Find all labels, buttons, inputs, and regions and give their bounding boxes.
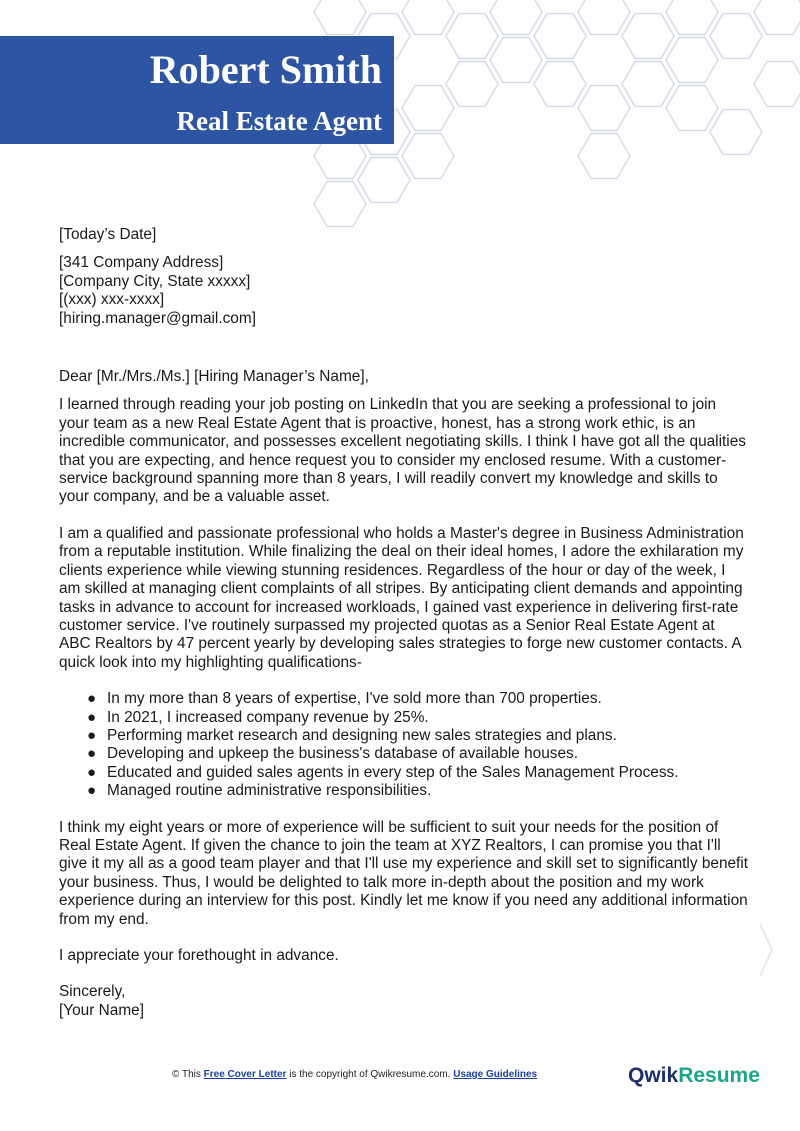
hexagon-shape	[534, 14, 586, 59]
closing-salutation: Sincerely,	[59, 983, 126, 1001]
chevron-right-icon[interactable]	[758, 920, 776, 980]
hexagon-shape	[490, 38, 542, 83]
bullet-dot-icon: ●	[87, 745, 97, 763]
bullet-dot-icon: ●	[87, 782, 97, 800]
list-item: ● Developing and upkeep the business's database of available houses.	[87, 745, 578, 763]
letter-date: [Today’s Date]	[59, 226, 157, 243]
list-item: ● Educated and guided sales agents in every step of the Sales Management Process.	[87, 763, 679, 781]
hexagon-shape	[490, 0, 542, 35]
hexagon-shape	[622, 14, 674, 59]
bullet-dot-icon: ●	[87, 708, 97, 726]
salutation: Dear [Mr./Mrs./Ms.] [Hiring Manager’s Name],	[59, 368, 369, 386]
hexagon-shape	[710, 14, 762, 59]
hexagon-shape	[666, 0, 718, 35]
qwikresume-logo[interactable]	[628, 1064, 760, 1088]
hexagon-shape	[710, 110, 762, 155]
list-item: ● Managed routine administrative responsibilities.	[87, 782, 432, 800]
job-title: Real Estate Agent	[176, 106, 382, 136]
address-line: [341 Company Address]	[59, 254, 224, 272]
hexagon-shape	[754, 0, 800, 35]
signature-name: [Your Name]	[59, 1001, 144, 1019]
list-item: ● Performing market research and designing new sales strategies and plans.	[87, 726, 617, 744]
address-line: [hiring.manager@gmail.com]	[59, 309, 256, 327]
hexagon-shape	[578, 0, 630, 35]
hexagon-shape	[666, 86, 718, 131]
letter-body	[59, 226, 749, 1020]
hexagon-shape	[402, 86, 454, 131]
bullet-dot-icon: ●	[87, 690, 97, 708]
paragraph-closing-pitch: I think my eight years or more of experience will be sufficient to suit your needs for the position of Real Estate Agent. If given the chance to join the team at XYZ Realtors, I can promise you that I'll give it my all as a good team player and that I'll use my experience and skill set to significantly benefit your business. Thus, I would be delighted to talk more in-depth about the position and my work experience during an interview for this post. Kindly let me know if you need any additional information from my end.	[59, 818, 749, 928]
candidate-name: Robert Smith	[149, 47, 382, 92]
bullet-dot-icon: ●	[87, 726, 97, 744]
paragraph-experience: I am a qualified and passionate professional who holds a Master's degree in Business Administration from a reputable institution. While finalizing the deal on their ideal homes, I adore the exhilaration my clients experience while viewing stunning residences. Regardless of the hour or day of the week, I am skilled at managing client complaints of all stripes. By anticipating client demands and appointing tasks in advance to account for increased workloads, I gained vast experience in delivering first-rate customer service. I've routinely surpassed my projected quotas as a Senior Real Estate Agent at ABC Realtors by 47 percent yearly by developing sales strategies to forge new customer contacts. A quick look into my highlighting qualifications-	[59, 524, 744, 671]
hexagon-shape	[314, 0, 366, 35]
footer-middle: is the copyright of Qwikresume.com.	[286, 1069, 454, 1080]
hexagon-shape	[622, 62, 674, 107]
list-item: ● In 2021, I increased company revenue by 25%.	[87, 708, 429, 726]
address-line: [Company City, State xxxxx]	[59, 272, 251, 290]
hexagon-shape	[402, 134, 454, 179]
hexagon-shape	[578, 86, 630, 131]
hexagon-shape	[446, 14, 498, 59]
paragraph-intro: I learned through reading your job posting on LinkedIn that you are seeking a professional to join your team as a new Real Estate Agent that is proactive, honest, has a strong work ethic, is an incredible communicator, and possesses excellent negotiating skills. I think I have got all the qualities that you are expecting, and hence request you to consider my enclosed resume. With a customer-service background spanning more than 8 years, I will readily convert my knowledge and skills to your company, and be a valuable asset.	[59, 396, 746, 506]
hexagon-shape	[534, 62, 586, 107]
hexagon-shape	[666, 38, 718, 83]
address-line: [(xxx) xxx-xxxx]	[59, 291, 165, 309]
recipient-address	[59, 254, 749, 328]
footer-prefix: © This	[172, 1069, 204, 1080]
hexagon-shape	[314, 182, 366, 227]
usage-guidelines-link[interactable]: Usage Guidelines	[453, 1069, 538, 1080]
hexagon-shape	[446, 62, 498, 107]
header-banner	[0, 36, 394, 144]
hexagon-shape	[358, 158, 410, 203]
logo-part-resume: Resume	[678, 1064, 760, 1087]
bullet-dot-icon: ●	[87, 763, 97, 781]
list-item: ● In my more than 8 years of expertise, I've sold more than 700 properties.	[87, 690, 602, 708]
logo-part-qwik: Qwik	[628, 1064, 679, 1087]
hexagon-shape	[402, 0, 454, 35]
hexagon-shape	[578, 134, 630, 179]
paragraph-thanks: I appreciate your forethought in advance.	[59, 947, 339, 964]
qualifications-list	[59, 690, 749, 800]
hexagon-shape	[754, 62, 800, 107]
free-cover-letter-link[interactable]: Free Cover Letter	[203, 1069, 287, 1080]
